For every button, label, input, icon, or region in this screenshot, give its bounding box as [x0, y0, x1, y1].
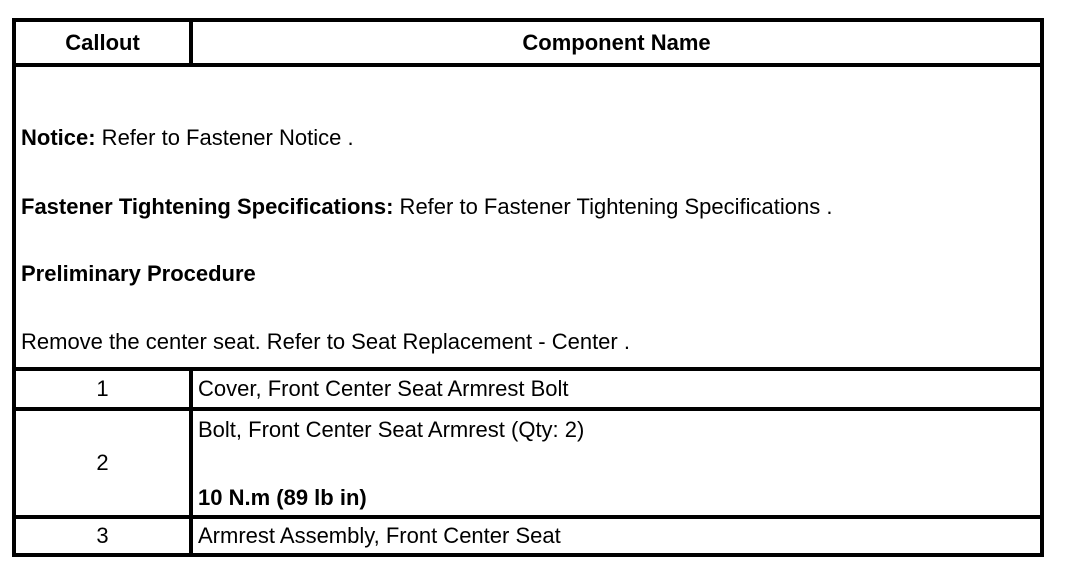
component-name-cell: Armrest Assembly, Front Center Seat: [198, 523, 561, 548]
component-name-cell: Cover, Front Center Seat Armrest Bolt: [198, 376, 569, 401]
notes-row: [16, 63, 1040, 367]
spec-label: Fastener Tightening Specifications:: [21, 194, 394, 219]
callout-header: Callout: [16, 22, 193, 63]
callout-cell: 1: [16, 371, 193, 407]
callout-cell: 2: [16, 411, 193, 515]
notice-label: Notice:: [21, 125, 96, 150]
callout-cell: 3: [16, 519, 193, 553]
torque-spec: 10 N.m (89 lb in): [198, 485, 367, 510]
preliminary-heading: Preliminary Procedure: [21, 261, 256, 286]
component-name-cell: [193, 411, 1040, 515]
notice-link[interactable]: Refer to Fastener Notice .: [95, 125, 354, 150]
component-name-text: Bolt, Front Center Seat Armrest (Qty: 2): [198, 417, 585, 442]
preliminary-text[interactable]: Remove the center seat. Refer to Seat Replacement - Center .: [21, 329, 630, 354]
notice-line: [21, 125, 354, 151]
spec-line: [21, 194, 832, 220]
component-table: [12, 18, 1044, 557]
header-row: [16, 22, 1040, 63]
spec-link[interactable]: Refer to Fastener Tightening Specifications .: [393, 194, 833, 219]
component-name-header: Component Name: [522, 29, 711, 55]
table-row: [16, 515, 1040, 553]
table-row: [16, 407, 1040, 515]
table-row: [16, 367, 1040, 407]
